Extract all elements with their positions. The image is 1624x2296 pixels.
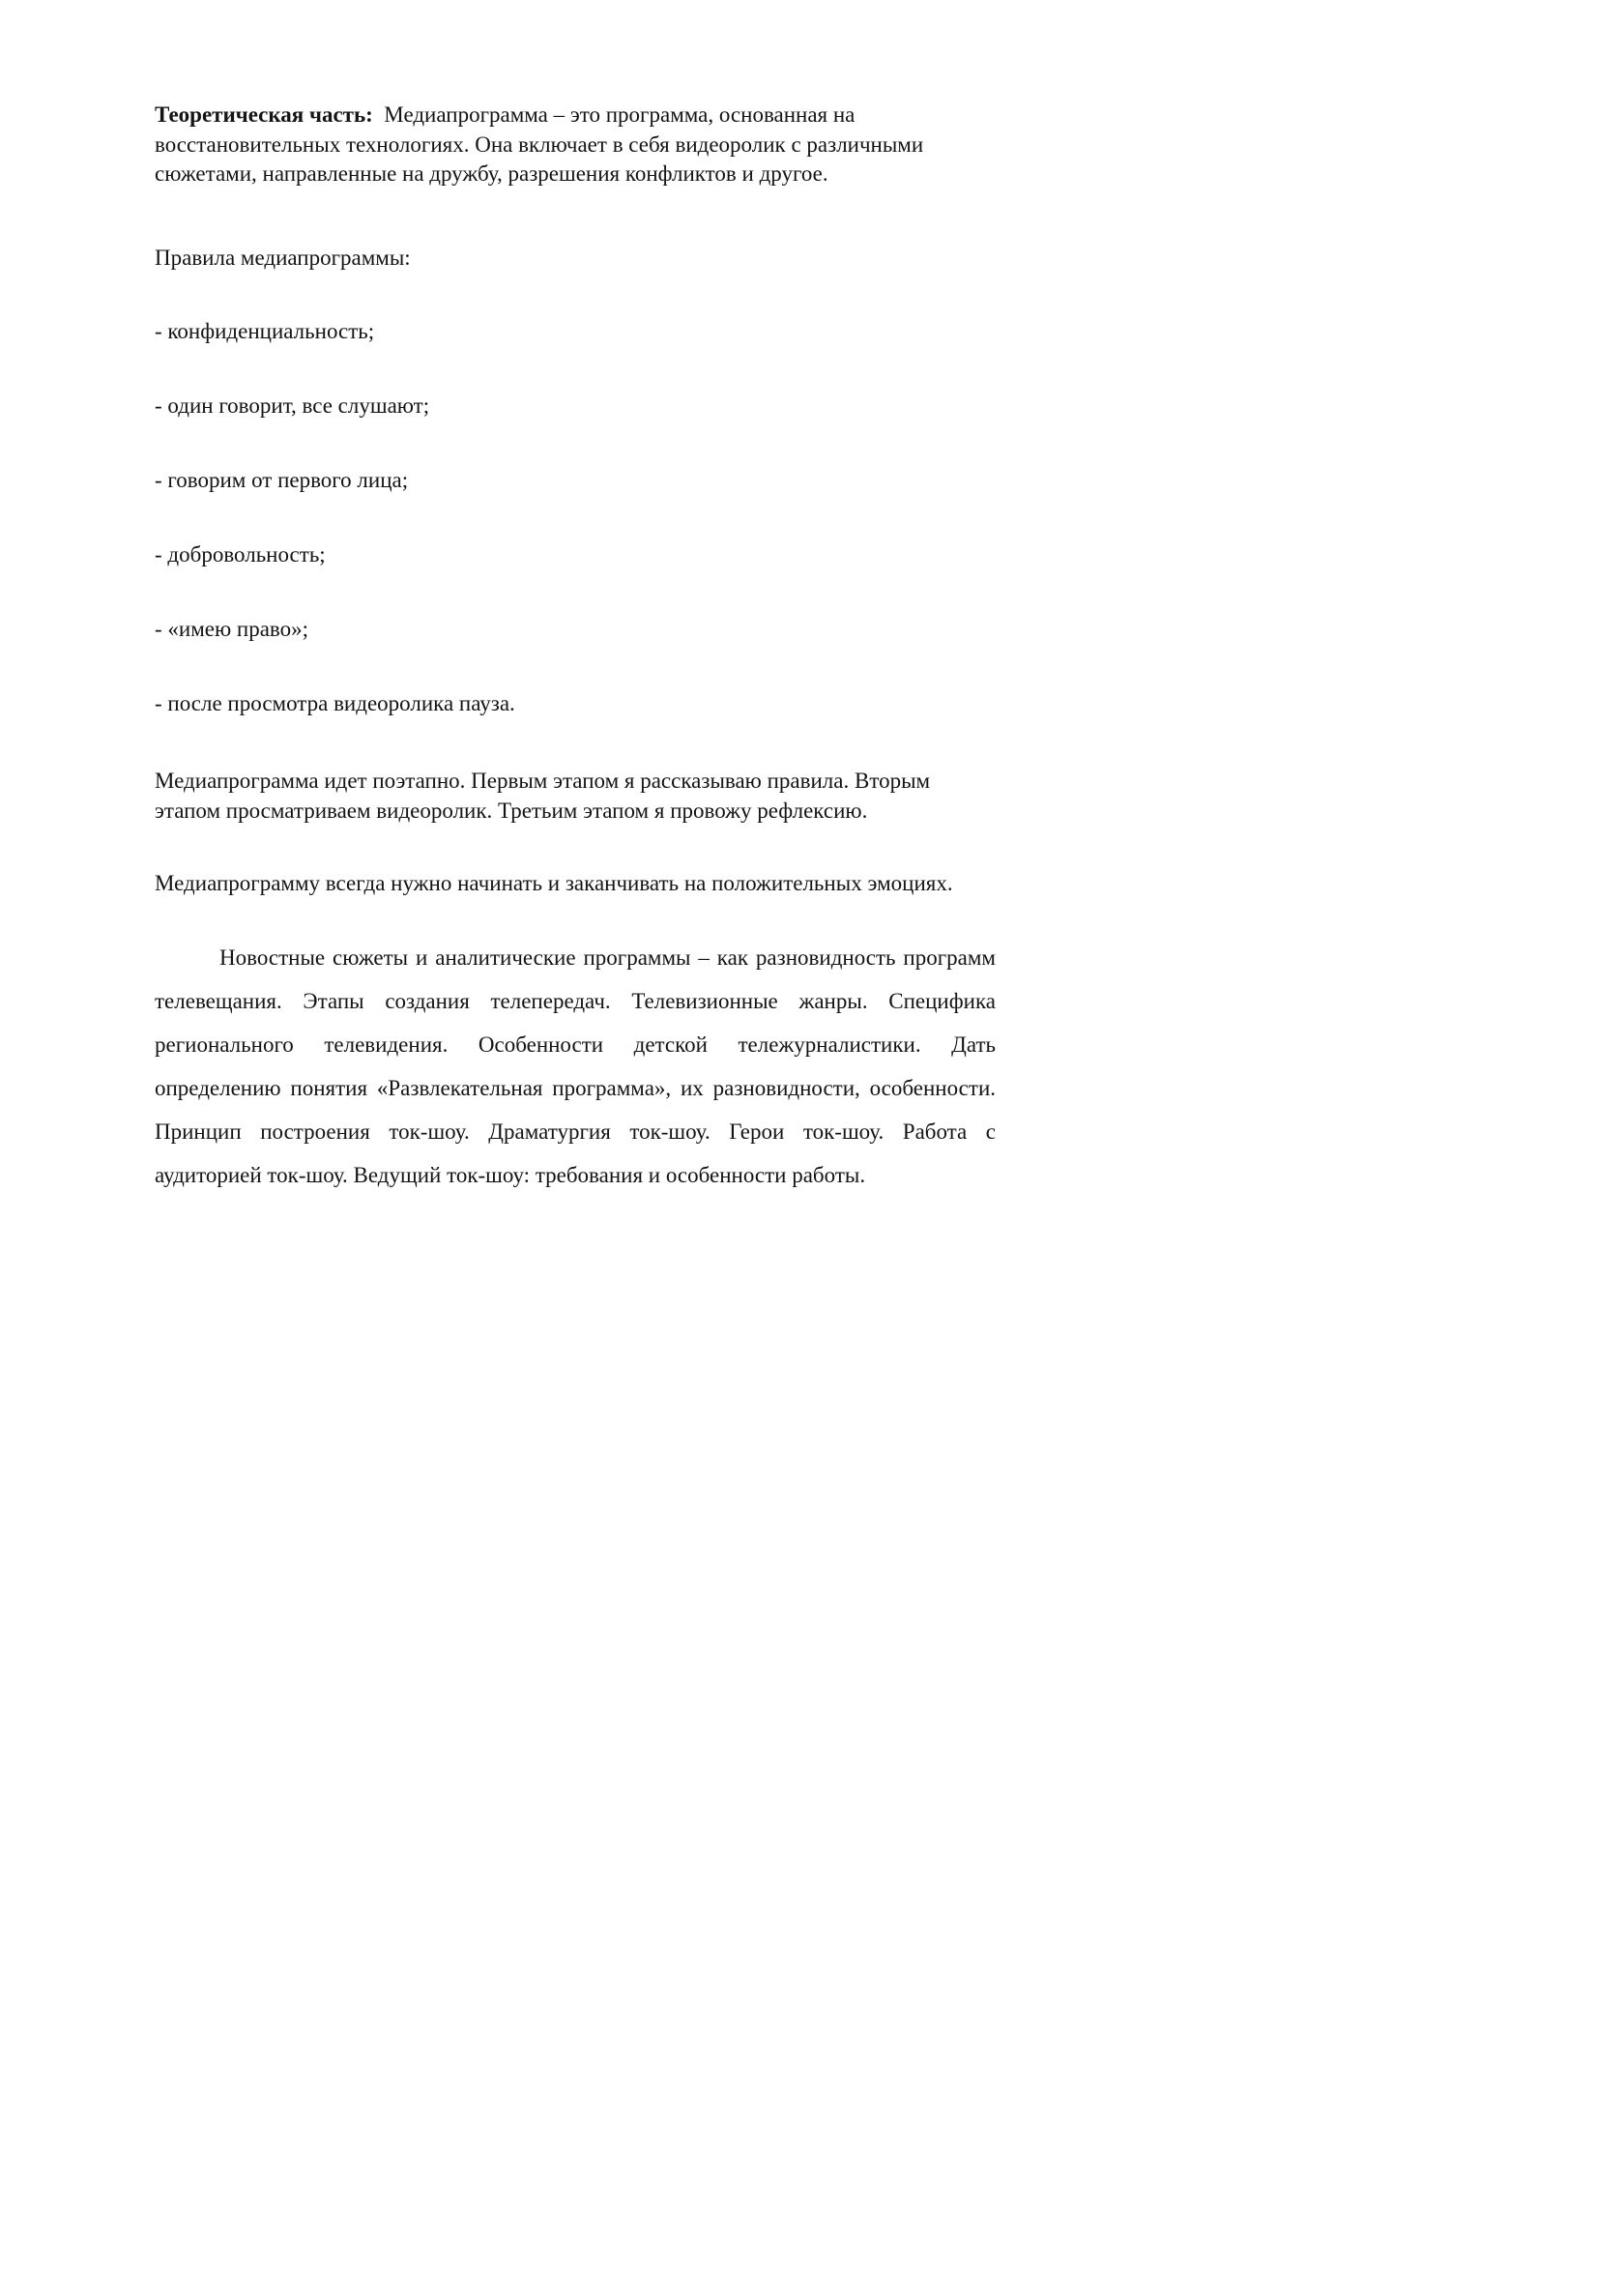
rules-title: Правила медиапрограммы:	[155, 245, 411, 270]
topics-paragraph: Новостные сюжеты и аналитические программы – как разновидность программ телевещания. Этапы создания телепередач. Телевизионные жанры. Специфика регионального телевидения. Особенности детской тележурналистики. Дать определению понятия «Развлекательная программа», их разновидности, особенности. Принцип построения ток-шоу. Драматургия ток-шоу. Герои ток-шоу. Работа с аудиторией ток-шоу. Ведущий ток-шоу: требования и особенности работы.	[155, 945, 996, 1187]
intro-paragraph	[155, 101, 996, 189]
rule-item-confidentiality: - конфиденциальность;	[155, 319, 375, 343]
rule-item-first-person: - говорим от первого лица;	[155, 468, 409, 492]
rule-item-pause: - после просмотра видеоролика пауза.	[155, 691, 515, 715]
rule-item-have-right: - «имею право»;	[155, 617, 309, 641]
emotions-paragraph: Медиапрограмму всегда нужно начинать и заканчивать на положительных эмоциях.	[155, 871, 953, 895]
document-page	[0, 0, 1083, 1531]
rule-item-voluntary: - добровольность;	[155, 542, 326, 567]
intro-label: Теоретическая часть:	[155, 102, 373, 127]
rule-item-one-speaks: - один говорит, все слушают;	[155, 393, 430, 418]
stages-paragraph: Медиапрограмма идет поэтапно. Первым этапом я рассказываю правила. Вторым этапом просматриваем видеоролик. Третьим этапом я провожу рефлексию.	[155, 769, 931, 823]
document-body	[155, 101, 996, 1197]
intro-text: Медиапрограмма – это программа, основанная на восстановительных технологиях. Она включает в себя видеоролик с различными сюжетами, направленные на дружбу, разрешения конфликтов и другое.	[155, 102, 924, 186]
